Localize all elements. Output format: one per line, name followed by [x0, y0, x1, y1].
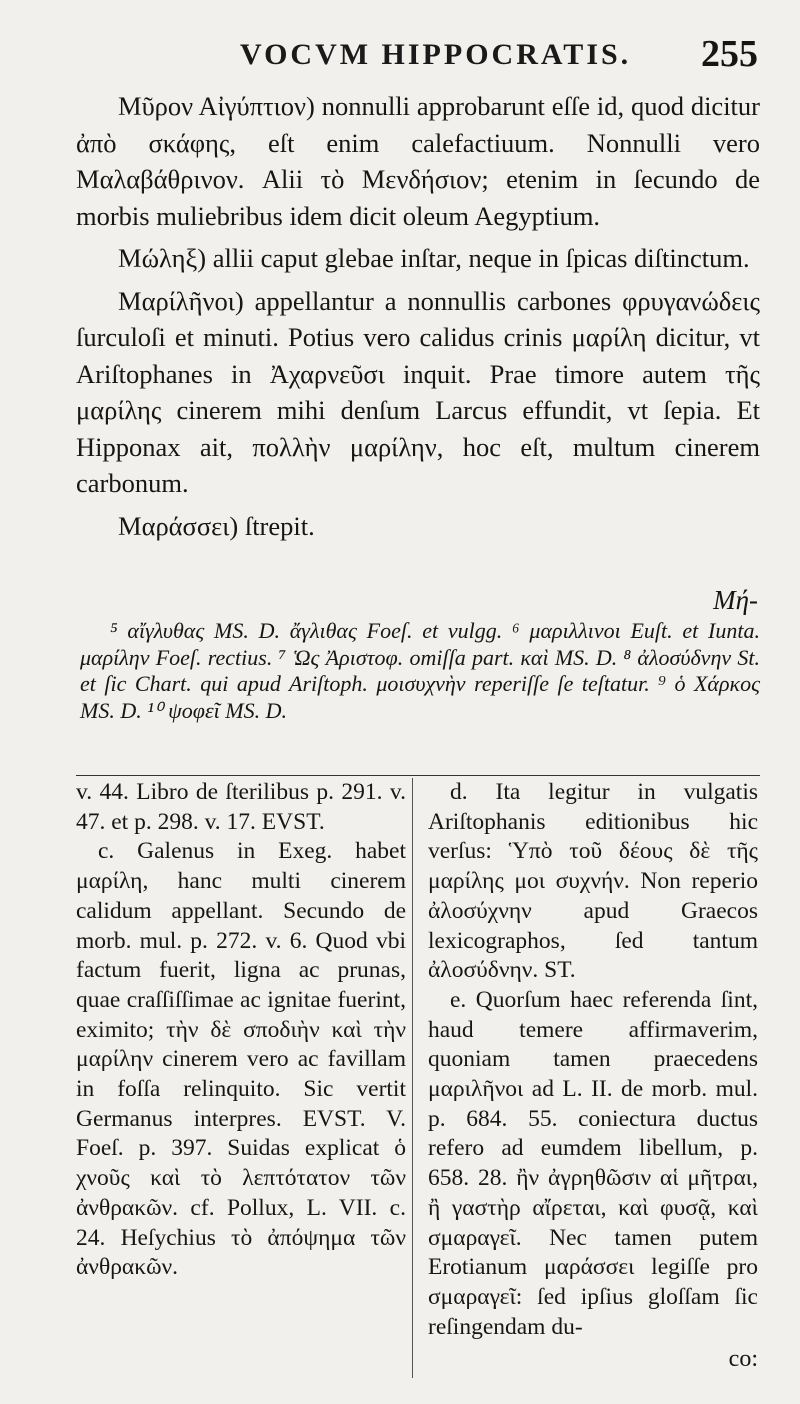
- page-header: [0, 30, 800, 80]
- paragraph-marassei: Μαράσσει) ſtrepit.: [118, 510, 315, 541]
- main-text: [76, 88, 760, 544]
- notes-divider-rule: [76, 775, 760, 776]
- paragraph-myron: Μῦρον Αἰγύπτιον) nonnulli approbarunt eſſe id, quod dicitur ἀπὸ σκάφης, eſt enim calefactiuum. Nonnulli vero Μαλαβάθρινον. Alii τὸ Μενδήσιον; etenim in ſecundo de morbis muliebribus idem dicit oleum Aegyptium.: [76, 91, 760, 231]
- variant-readings: ⁵ αἴγλυθας MS. D. ἄγλιθας Foeſ. et vulgg. ⁶ μαριλλινοι Euſt. et Iunta. μαρίλην Foeſ. rectius. ⁷ Ὡς Ἀριστοφ. omiſſa part. καὶ MS. D. ⁸ ἀλοσύδνην St. et ſic Chart. qui apud Ariſtoph. μοισυχνὴν reperiſſe ſe teſtatur. ⁹ ὁ Χάρκος MS. D. ¹⁰ ψοφεῖ MS. D.: [80, 618, 760, 723]
- notes-left-column: [76, 778, 406, 1283]
- paragraph-moleks: Μώληξ) allii caput glebae inſtar, neque in ſpicas diſtinctum.: [118, 243, 750, 273]
- notes-right-column: [428, 778, 758, 1342]
- page-number: 255: [701, 33, 758, 75]
- note-v44: v. 44. Libro de ſterilibus p. 291. v. 47. et p. 298. v. 17. EVST.: [76, 779, 406, 835]
- bottom-catchword: co:: [728, 1346, 758, 1372]
- catchword: Μή-: [713, 585, 758, 615]
- column-divider: [412, 778, 413, 1378]
- paragraph-marilenoi: Μαρίλῆνοι) appellantur a nonnullis carbones φρυγανώδεις ſurculoſi et minuti. Potius vero calidus crinis μαρίλη dicitur, vt Ariſtophanes in Ἀχαρνεῦσι inquit. Prae timore autem τῆς μαρίλης cinerem mihi denſum Larcus effundit, vt ſepia. Et Hipponax ait, πολλὴν μαρίλην, hoc eſt, multum cinerem carbonum.: [76, 285, 760, 498]
- note-c: c. Galenus in Exeg. habet μαρίλη, hanc multi cinerem calidum appellant. Secundo de morb. mul. p. 272. v. 6. Quod vbi factum fuerit, ligna ac prunas, quae craſſiſſimae ac ignitae fuerint, eximito; τὴν δὲ σποδιὴν καὶ τὴν μαρίλην cinerem vero ac favillam in foſſa relinquito. Sic vertit Germanus interpres. EVST. V. Foeſ. p. 397. Suidas explicat ὁ χνοῦς καὶ τὸ λεπτότατον τῶν ἀνθρακῶν. cf. Pollux, L. VII. c. 24. Heſychius τὸ ἀπόψημα τῶν ἀνθρακῶν.: [76, 838, 406, 1281]
- note-d: d. Ita legitur in vulgatis Ariſtophanis editionibus hic verſus: Ὑπὸ τοῦ δέους δὲ τῆς μαρίλης μοι συχνήν. Non reperio ἀλοσύχνην apud Graecos lexicographos, ſed tantum ἀλοσύδνην. ST.: [428, 779, 758, 984]
- note-e: e. Quorſum haec referenda ſint, haud temere affirmaverim, quoniam tamen praecedens μαριλῆνοι ad L. II. de morb. mul. p. 684. 55. coniectura ductus refero ad eumdem libellum, p. 658. 28. ἢν ἀγρηθῶσιν αἱ μῆτραι, ἢ γαστὴρ αἴρεται, καὶ φυσᾷ, καὶ σμαραγεῖ. Nec tamen putem Erotianum μαράσσει legiſſe pro σμαραγεῖ: ſed ipſius gloſſam ſic reſingendam du-: [428, 986, 758, 1340]
- running-title: VOCVM HIPPOCRATIS.: [240, 38, 632, 71]
